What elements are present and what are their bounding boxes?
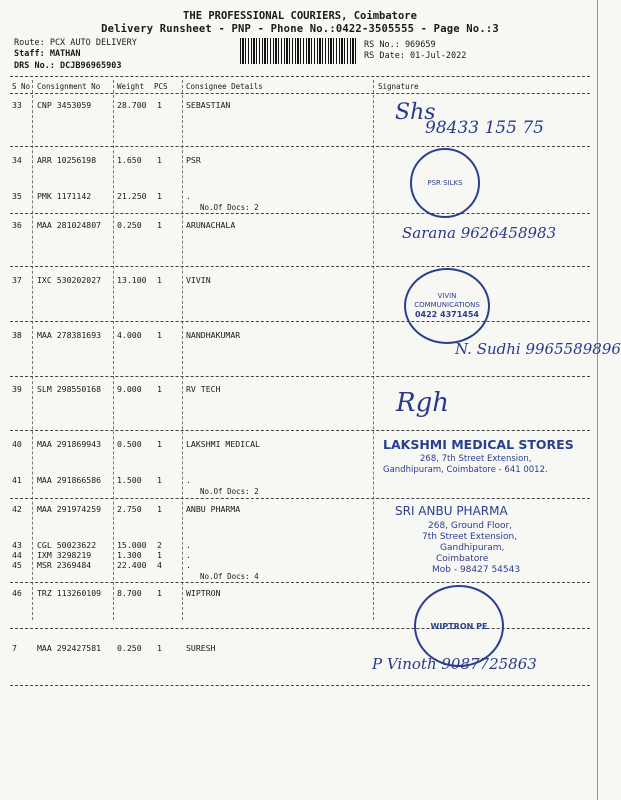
cell-sno: 34 — [12, 155, 22, 165]
row-divider — [10, 498, 590, 499]
cell-consignee: RV TECH — [186, 384, 221, 394]
header-divider-top — [10, 76, 590, 77]
cell-consignment: MAA 291869943 — [37, 439, 102, 449]
vivin-stamp — [404, 268, 490, 344]
row-divider — [10, 146, 590, 147]
cell-consignee: ANBU PHARMA — [186, 504, 241, 514]
signature-36: Sarana 9626458983 — [402, 224, 557, 242]
anbu-stamp-addr4: Coimbatore — [436, 554, 489, 564]
col-consignment: Consignment No — [37, 82, 101, 91]
cell-consignee: . — [186, 191, 191, 201]
col-sno: S No — [12, 82, 31, 91]
cell-sno: 36 — [12, 220, 22, 230]
cell-consignee: . — [186, 475, 191, 485]
cell-pcs: 1 — [157, 384, 162, 394]
anbu-stamp-addr1: 268, Ground Floor, — [428, 521, 513, 531]
cell-consignment: MAA 292427581 — [37, 643, 102, 653]
row-divider — [10, 430, 590, 431]
cell-pcs: 1 — [157, 330, 162, 340]
cell-consignee: SEBASTIAN — [186, 100, 231, 110]
drs-number: DRS No.: DCJB96965903 — [14, 61, 122, 71]
cell-pcs: 1 — [157, 191, 162, 201]
cell-weight: 22.400 — [117, 560, 147, 570]
cell-consignment: MAA 281024807 — [37, 220, 102, 230]
cell-sno: 38 — [12, 330, 22, 340]
cell-sno: 46 — [12, 588, 22, 598]
cell-consignment: PMK 1171142 — [37, 191, 92, 201]
cell-weight: 9.000 — [117, 384, 142, 394]
cell-pcs: 4 — [157, 560, 162, 570]
cell-consignment: ARR 10256198 — [37, 155, 97, 165]
cell-sno: 41 — [12, 475, 22, 485]
col-consignee: Consignee Details — [186, 82, 263, 91]
cell-sno: 7 — [12, 643, 17, 653]
row-divider — [10, 685, 590, 686]
anbu-stamp-addr3: Gandhipuram, — [440, 543, 505, 553]
cell-weight: 1.650 — [117, 155, 142, 165]
cell-consignee: LAKSHMI MEDICAL — [186, 439, 260, 449]
cell-sno: 37 — [12, 275, 22, 285]
cell-consignee: . — [186, 540, 191, 550]
cell-weight: 0.250 — [117, 220, 142, 230]
cell-consignee: . — [186, 550, 191, 560]
col-sep-1 — [32, 80, 34, 620]
docs-note: No.Of Docs: 2 — [200, 487, 259, 496]
staff-label: Staff: MATHAN — [14, 49, 81, 59]
barcode — [240, 38, 358, 64]
lakshmi-stamp-title: LAKSHMI MEDICAL STORES — [383, 437, 574, 452]
cell-pcs: 1 — [157, 220, 162, 230]
cell-consignee: SURESH — [186, 643, 216, 653]
cell-sno: 35 — [12, 191, 22, 201]
col-sep-2 — [113, 80, 115, 620]
cell-consignment: MAA 291974259 — [37, 504, 102, 514]
cell-pcs: 1 — [157, 504, 162, 514]
cell-pcs: 1 — [157, 643, 162, 653]
cell-consignee: VIVIN — [186, 275, 211, 285]
document-title: THE PROFESSIONAL COURIERS, Coimbatore — [183, 10, 417, 22]
row-divider — [10, 376, 590, 377]
cell-sno: 43 — [12, 540, 22, 550]
cell-consignee: NANDHAKUMAR — [186, 330, 241, 340]
anbu-stamp-addr5: Mob - 98427 54543 — [432, 565, 521, 575]
header-divider-bottom — [10, 93, 590, 94]
rs-date: RS Date: 01-Jul-2022 — [364, 51, 467, 61]
cell-sno: 33 — [12, 100, 22, 110]
cell-consignment: MAA 291866586 — [37, 475, 102, 485]
cell-pcs: 2 — [157, 540, 162, 550]
cell-pcs: 1 — [157, 155, 162, 165]
col-weight: Weight — [117, 82, 145, 91]
cell-consignment: MSR 2369484 — [37, 560, 92, 570]
signature-47: P Vinoth 9087725863 — [372, 655, 537, 673]
psr-stamp — [410, 148, 480, 218]
cell-pcs: 1 — [157, 588, 162, 598]
cell-sno: 44 — [12, 550, 22, 560]
wiptron-stamp-text: WIPTRON PE — [430, 621, 488, 631]
anbu-stamp-addr2: 7th Street Extension, — [422, 532, 518, 542]
phone-33: 98433 155 75 — [425, 118, 544, 138]
cell-sno: 45 — [12, 560, 22, 570]
cell-sno: 40 — [12, 439, 22, 449]
col-pcs: PCS — [154, 82, 168, 91]
cell-consignment: SLM 298550168 — [37, 384, 102, 394]
cell-weight: 15.000 — [117, 540, 147, 550]
document-subtitle: Delivery Runsheet - PNP - Phone No.:0422-3505555 - Page No.:3 — [101, 23, 499, 35]
cell-weight: 1.300 — [117, 550, 142, 560]
psr-stamp-text: PSR SILKS — [427, 179, 463, 187]
cell-weight: 4.000 — [117, 330, 142, 340]
cell-weight: 0.500 — [117, 439, 142, 449]
lakshmi-stamp-addr1: 268, 7th Street Extension, — [420, 454, 532, 464]
cell-sno: 39 — [12, 384, 22, 394]
cell-consignment: IXC 530202027 — [37, 275, 102, 285]
cell-consignment: MAA 278381693 — [37, 330, 102, 340]
docs-note: No.Of Docs: 4 — [200, 572, 259, 581]
cell-consignee: PSR — [186, 155, 201, 165]
cell-weight: 8.700 — [117, 588, 142, 598]
cell-weight: 13.100 — [117, 275, 147, 285]
vivin-stamp-title: VIVIN COMMUNICATIONS — [414, 291, 480, 309]
cell-pcs: 1 — [157, 275, 162, 285]
cell-weight: 1.500 — [117, 475, 142, 485]
col-sep-3 — [182, 80, 184, 620]
cell-weight: 21.250 — [117, 191, 147, 201]
row-divider — [10, 266, 590, 267]
cell-consignee: ARUNACHALA — [186, 220, 236, 230]
anbu-stamp-title: SRI ANBU PHARMA — [395, 504, 508, 518]
col-signature: Signature — [378, 82, 419, 91]
cell-sno: 42 — [12, 504, 22, 514]
cell-consignment: CGL 50023622 — [37, 540, 97, 550]
cell-pcs: 1 — [157, 439, 162, 449]
signature-33: Shs — [395, 100, 436, 125]
cell-consignment: IXM 3298219 — [37, 550, 92, 560]
page-edge — [597, 0, 598, 800]
vivin-stamp-phone: 0422 4371454 — [414, 309, 479, 319]
row-divider — [10, 213, 590, 214]
cell-pcs: 1 — [157, 100, 162, 110]
row-divider — [10, 321, 590, 322]
route-label: Route: PCX AUTO DELIVERY — [14, 38, 137, 48]
col-sep-4 — [373, 80, 375, 620]
cell-consignee: . — [186, 560, 191, 570]
cell-pcs: 1 — [157, 550, 162, 560]
docs-note: No.Of Docs: 2 — [200, 203, 259, 212]
signature-38: N. Sudhi 9965589896 — [455, 340, 621, 358]
rs-number: RS No.: 969659 — [364, 40, 436, 50]
cell-consignment: CNP 3453059 — [37, 100, 92, 110]
cell-consignment: TRZ 113260109 — [37, 588, 102, 598]
signature-39: Rgh — [396, 388, 449, 418]
cell-weight: 0.250 — [117, 643, 142, 653]
lakshmi-stamp-addr2: Gandhipuram, Coimbatore - 641 0012. — [383, 465, 548, 475]
cell-weight: 2.750 — [117, 504, 142, 514]
row-divider — [10, 582, 590, 583]
cell-pcs: 1 — [157, 475, 162, 485]
cell-weight: 28.700 — [117, 100, 147, 110]
cell-consignee: WIPTRON — [186, 588, 221, 598]
